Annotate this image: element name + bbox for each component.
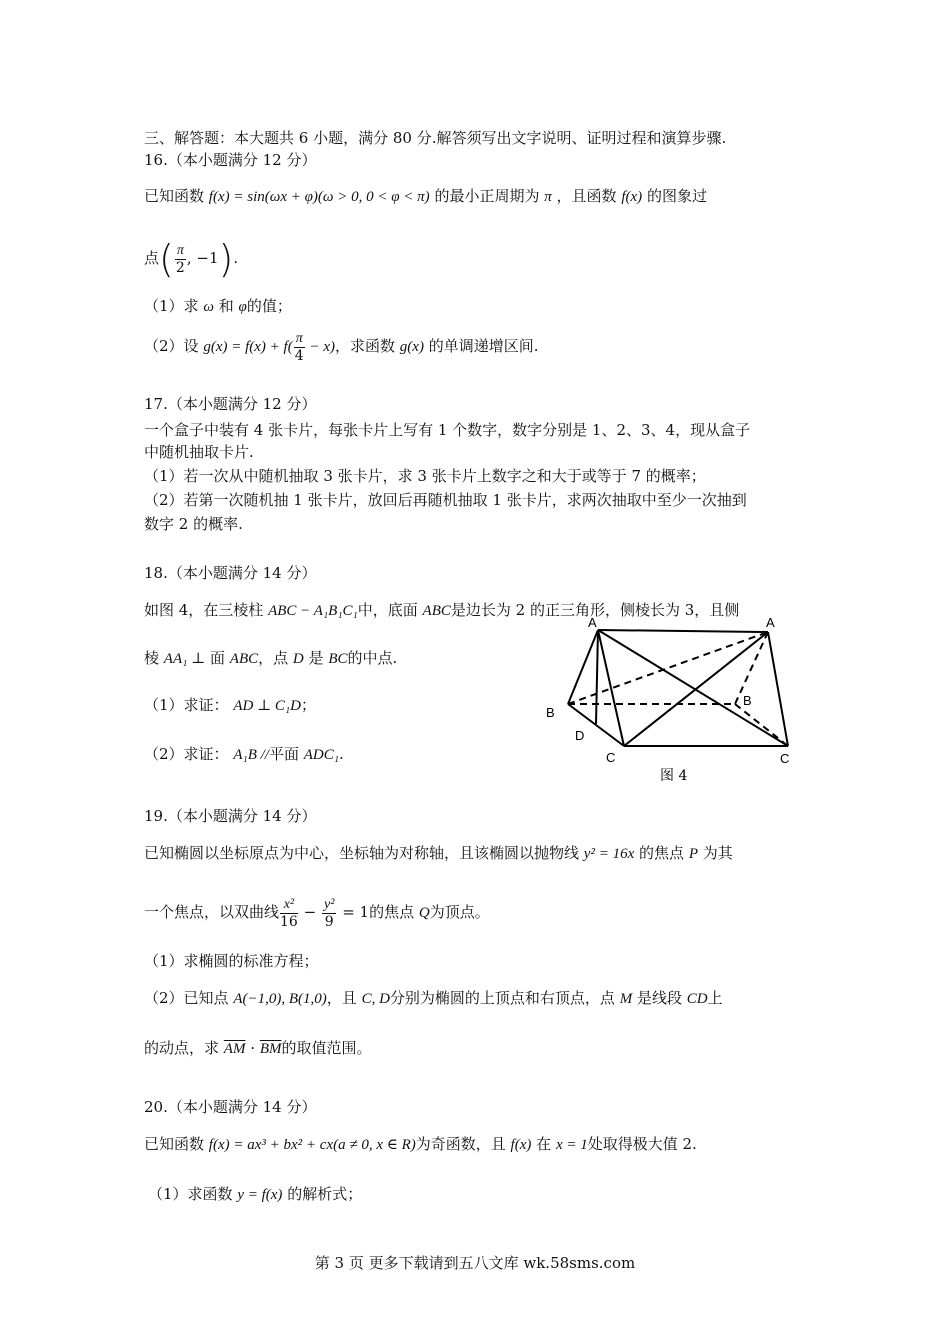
label-C1: C — [780, 751, 790, 766]
abc: ABC — [229, 651, 259, 667]
q19-text: 为其 — [702, 844, 733, 862]
q19-text: 已知椭圆以坐标原点为中心，坐标轴为对称轴，且该椭圆以抛物线 — [144, 844, 580, 862]
point-p: P — [688, 846, 698, 862]
q19-text: （2）已知点 — [144, 989, 229, 1007]
q18-text: （1）求证： — [144, 696, 229, 714]
fraction-num: x² — [280, 897, 298, 914]
q19-part2-line2 — [144, 1038, 372, 1059]
q16-text: ，且函数 — [556, 187, 617, 205]
q19-part2-line1 — [144, 988, 723, 1009]
vector-bm: $\overline{BM}$ — [259, 1041, 282, 1057]
parabola: y² = 16x — [583, 846, 635, 862]
q19-text: 一个焦点，以双曲线 — [144, 903, 280, 921]
q20-text: 为奇函数，且 — [415, 1135, 506, 1153]
fraction-den: 9 — [324, 913, 334, 930]
fraction-den: 4 — [294, 347, 304, 364]
edge-A-C1 — [598, 630, 788, 746]
q19-text: 的取值范围。 — [281, 1039, 372, 1057]
omega: ω — [203, 299, 214, 315]
points-ab: A(−1,0), B(1,0) — [233, 991, 327, 1007]
q18-part2 — [144, 744, 344, 765]
q17-line1: 一个盒子中装有 4 张卡片，每张卡片上写有 1 个数字，数字分别是 1、2、3、4，现从盒子 — [144, 421, 751, 439]
q16-text: 的最小正周期为 — [434, 187, 540, 205]
section-heading: 三、解答题：本大题共 6 小题，满分 80 分.解答须写出文字说明、证明过程和演算步骤. — [144, 129, 727, 147]
q18-text: 平面 — [268, 745, 299, 763]
edge-A-A1 — [598, 630, 768, 632]
fraction-num: π — [295, 330, 303, 346]
ad-perp: AD ⊥ C₁D — [233, 698, 301, 714]
q17-line2: 中随机抽取卡片. — [144, 443, 254, 461]
q16-text: 的值； — [246, 297, 292, 315]
fraction — [294, 331, 305, 364]
q18-text: 如图 4，在三棱柱 — [144, 601, 264, 619]
q16-part2 — [144, 326, 539, 366]
q16-text: （1）求 — [144, 297, 199, 315]
q18-text: ，点 — [258, 649, 289, 667]
q20-text: 已知函数 — [144, 1135, 205, 1153]
q17-part1: （1）若一次从中随机抽取 3 张卡片，求 3 张卡片上数字之和大于或等于 7 的概率； — [144, 467, 706, 485]
label-A1: A — [766, 615, 775, 630]
q16-text: ，求函数 — [335, 337, 396, 355]
edge-A-B — [568, 630, 598, 704]
q16-text: 和 — [218, 297, 234, 315]
left-paren: ( — [159, 237, 174, 281]
point-q: Q — [418, 905, 430, 921]
q16-line2 — [144, 236, 238, 280]
q19-text: 分别为椭圆的上顶点和右顶点，点 — [389, 989, 615, 1007]
label-D: D — [575, 728, 585, 743]
dot: · — [250, 1039, 256, 1057]
fraction-num: π — [176, 242, 184, 258]
q19-text: 的焦点 — [639, 844, 685, 862]
q16-fx: f(x) — [621, 189, 643, 205]
q18-line2 — [144, 648, 397, 669]
q16-line1 — [144, 186, 707, 207]
segment-cd: CD — [686, 991, 708, 1007]
q16-text: 的图象过 — [646, 187, 707, 205]
fraction — [280, 897, 298, 930]
q18-text: ； — [300, 696, 316, 714]
right-paren: ) — [218, 237, 234, 281]
q18-part1 — [144, 695, 316, 716]
label-B1: B — [743, 693, 752, 708]
phi: φ — [238, 299, 247, 315]
cubic-formula: f(x) = ax³ + bx² + cx(a ≠ 0, x ∈ R) — [208, 1137, 416, 1153]
q20-text: 处取得极大值 2. — [587, 1135, 697, 1153]
label-B: B — [546, 705, 555, 720]
q20-title: 20.（本小题满分 14 分） — [144, 1098, 317, 1116]
adc1: ADC₁ — [303, 747, 339, 763]
edge-B1-C1 — [735, 704, 788, 746]
q18-text: 面 — [209, 649, 225, 667]
q18-text: 的中点. — [347, 649, 398, 667]
point-rest: , −1 — [186, 249, 219, 267]
y-fx: y = f(x) — [237, 1187, 283, 1203]
q16-formula: f(x) = sin(ωx + φ)(ω > 0, 0 < φ < π) — [208, 189, 430, 205]
q16-text: 点 — [144, 249, 160, 267]
abc: ABC — [422, 603, 451, 619]
points-cd: C, D — [361, 991, 390, 1007]
q19-text: 是线段 — [636, 989, 682, 1007]
q19-title: 19.（本小题满分 14 分） — [144, 807, 317, 825]
q16-text: . — [233, 249, 239, 267]
q17-part2-line1: （2）若第一次随机抽 1 张卡片，放回后再随机抽取 1 张卡片，求两次抽取中至少一次抽到 — [144, 491, 747, 509]
gx: g(x) — [399, 339, 424, 355]
minus: − — [303, 903, 317, 921]
q19-text: 的动点，求 — [144, 1039, 220, 1057]
q18-text: 是边长为 2 的正三角形，侧棱长为 3，且侧 — [450, 601, 740, 619]
point-m: M — [619, 991, 633, 1007]
q20-part1 — [148, 1184, 362, 1205]
aa1: AA₁ ⊥ — [163, 651, 206, 667]
edge-C-A1 — [624, 632, 768, 746]
q19-text: 为顶点。 — [429, 903, 490, 921]
q17-title: 17.（本小题满分 12 分） — [144, 395, 317, 413]
figure-caption: 图 4 — [660, 768, 688, 784]
label-C: C — [606, 750, 616, 765]
q19-text: 的焦点 — [369, 903, 415, 921]
q20-line1 — [144, 1134, 697, 1155]
q16-title: 16.（本小题满分 12 分） — [144, 151, 317, 169]
q19-line1 — [144, 843, 733, 864]
gx-formula-end: − x) — [305, 339, 335, 355]
q18-text: 中，底面 — [357, 601, 418, 619]
q19-part1: （1）求椭圆的标准方程； — [144, 952, 319, 970]
a1b: A₁B // — [233, 747, 269, 763]
x-equals-1: x = 1 — [555, 1137, 588, 1153]
page-footer: 第 3 页 更多下载请到五八文库 wk.58sms.com — [314, 1254, 636, 1272]
q17-part2-line2: 数字 2 的概率. — [144, 515, 243, 533]
q18-text: 是 — [308, 649, 324, 667]
fraction-den: 16 — [280, 913, 298, 930]
q16-pi: π — [544, 189, 552, 205]
q16-text: 已知函数 — [144, 187, 205, 205]
fraction-den: 2 — [175, 259, 185, 276]
fraction-num: y² — [323, 896, 335, 912]
q16-text: 的单调递增区间. — [428, 337, 539, 355]
fraction — [322, 897, 336, 930]
prism: ABC − A₁B₁C₁ — [268, 603, 358, 619]
q20-text: （1）求函数 — [148, 1185, 233, 1203]
q20-text: 在 — [536, 1135, 552, 1153]
vector-am: $\overline{AM}$ — [223, 1041, 246, 1057]
fx: f(x) — [510, 1137, 532, 1153]
q19-text: 上 — [707, 989, 723, 1007]
q16-text: （2）设 — [144, 337, 199, 355]
q19-text: ，且 — [326, 989, 357, 1007]
equals-one: = 1 — [342, 903, 370, 921]
q18-title: 18.（本小题满分 14 分） — [144, 564, 317, 582]
edge-A1-C1 — [768, 632, 788, 746]
q18-text: 棱 — [144, 649, 160, 667]
bc: BC — [328, 651, 348, 667]
gx-formula: g(x) = f(x) + f( — [203, 339, 293, 355]
q16-part1 — [144, 296, 292, 317]
edge-A-D — [596, 630, 598, 724]
q20-text: 的解析式； — [287, 1185, 363, 1203]
prism-figure — [540, 612, 810, 787]
label-A: A — [588, 615, 597, 630]
q19-line2 — [144, 890, 490, 934]
point-d: D — [292, 651, 304, 667]
fraction — [175, 243, 186, 276]
q18-text: . — [338, 745, 344, 763]
q18-text: （2）求证： — [144, 745, 229, 763]
